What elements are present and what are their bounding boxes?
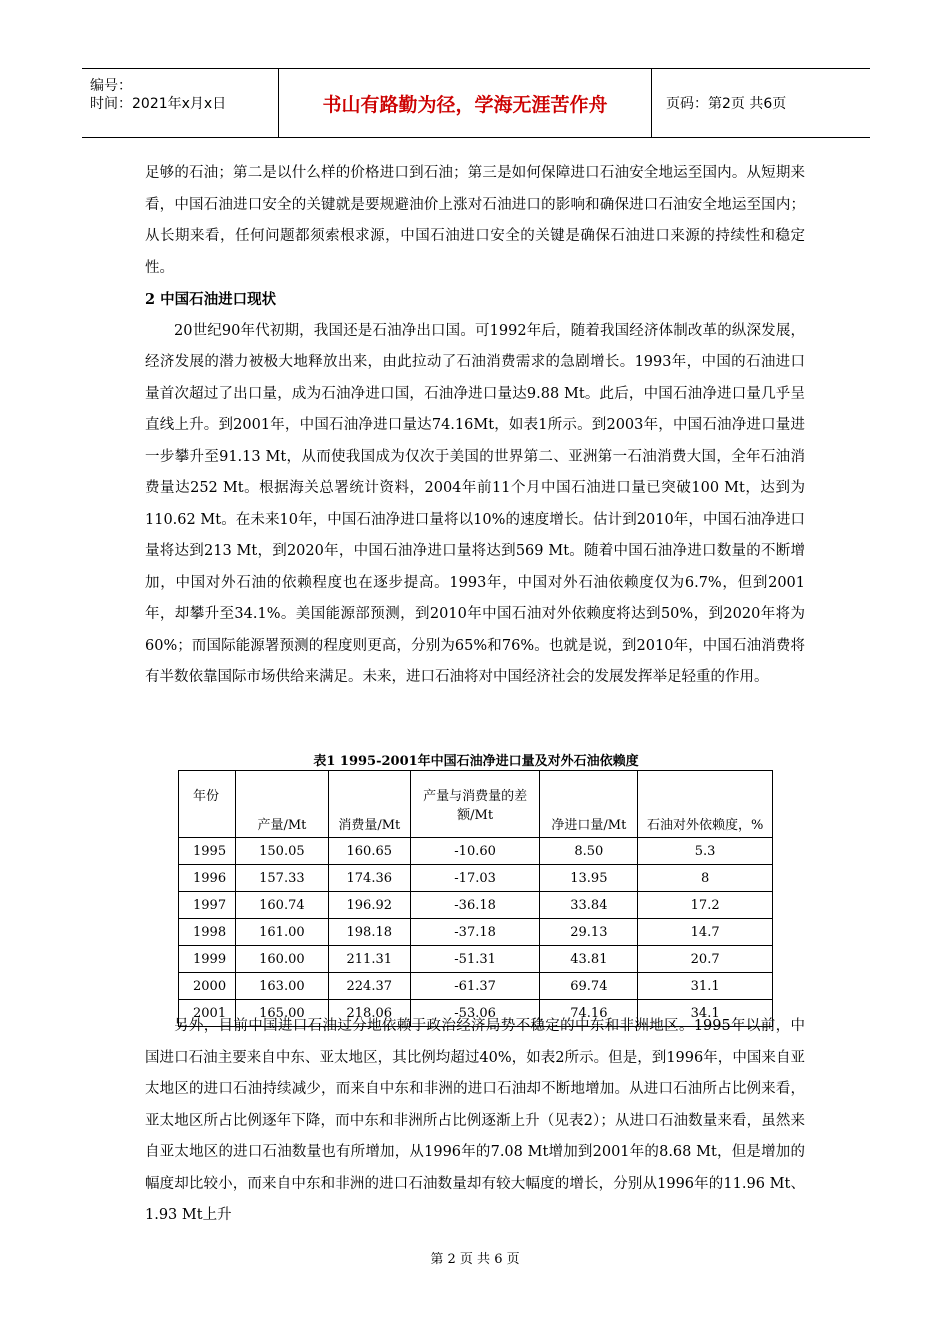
body-section-2: [145, 1011, 805, 1232]
cell-dependency: 31.1: [638, 973, 773, 1000]
cell-difference: -53.06: [410, 1000, 540, 1027]
page-footer: 第 2 页 共 6 页: [430, 1252, 520, 1267]
cell-dependency: 8: [638, 865, 773, 892]
table-caption: 表1 1995-2001年中国石油净进口量及对外石油依赖度: [313, 754, 639, 769]
table-row: [179, 838, 773, 865]
cell-production: 150.05: [235, 838, 328, 865]
body-section-1: [145, 158, 805, 694]
header-net-import: 净进口量/Mt: [540, 771, 638, 838]
cell-dependency: 14.7: [638, 919, 773, 946]
number-label: 编号：: [90, 78, 132, 94]
table-row: [179, 865, 773, 892]
cell-net-import: 33.84: [540, 892, 638, 919]
cell-year: 2000: [179, 973, 236, 1000]
cell-consumption: 198.18: [328, 919, 410, 946]
cell-net-import: 29.13: [540, 919, 638, 946]
cell-dependency: 5.3: [638, 838, 773, 865]
header-year: 年份: [179, 771, 236, 838]
cell-dependency: 34.1: [638, 1000, 773, 1027]
cell-year: 1995: [179, 838, 236, 865]
cell-year: 1997: [179, 892, 236, 919]
table-row: [179, 892, 773, 919]
cell-production: 160.74: [235, 892, 328, 919]
header-meta: [82, 69, 279, 137]
cell-production: 161.00: [235, 919, 328, 946]
time-label: 时间：2021年x月x日: [90, 96, 227, 112]
cell-consumption: 196.92: [328, 892, 410, 919]
oil-import-table: [178, 770, 773, 1027]
cell-year: 2001: [179, 1000, 236, 1027]
cell-year: 1996: [179, 865, 236, 892]
cell-difference: -17.03: [410, 865, 540, 892]
header-motto: 书山有路勤为径，学海无涯苦作舟: [279, 69, 652, 137]
cell-difference: -51.31: [410, 946, 540, 973]
paragraph-3: 另外，目前中国进口石油过分地依赖于政治经济局势不稳定的中东和非洲地区。1995年以前，中国进口石油主要来自中东、亚太地区，其比例均超过40%，如表2所示。但是，到1996年，中国来自亚太地区的进口石油持续减少，而来自中东和非洲的进口石油却不断地增加。从进口石油所占比例来看，亚太地区所占比例逐年下降，而中东和非洲所占比例逐渐上升（见表2）；从进口石油数量来看，虽然来自亚太地区的进口石油数量也有所增加，从1996年的7.08 Mt增加到2001年的8.68 Mt，但是增加的幅度却比较小，而来自中东和非洲的进口石油数量却有较大幅度的增长，分别从1996年的11.96 Mt、1.93 Mt上升: [145, 1018, 805, 1223]
table-row: [179, 973, 773, 1000]
cell-year: 1999: [179, 946, 236, 973]
cell-consumption: 174.36: [328, 865, 410, 892]
section-heading-2: 2 中国石油进口现状: [145, 291, 277, 308]
cell-consumption: 224.37: [328, 973, 410, 1000]
header-production: 产量/Mt: [235, 771, 328, 838]
page-header: [82, 68, 870, 138]
paragraph-1: 足够的石油；第二是以什么样的价格进口到石油；第三是如何保障进口石油安全地运至国内。从短期来看，中国石油进口安全的关键就是要规避油价上涨对石油进口的影响和确保进口石油安全地运至国内；从长期来看，任何问题都须索根求源，中国石油进口安全的关键是确保石油进口来源的持续性和稳定性。: [145, 165, 805, 276]
header-difference: 产量与消费量的差额/Mt: [410, 771, 540, 838]
paragraph-2: 20世纪90年代初期，我国还是石油净出口国。可1992年后，随着我国经济体制改革的纵深发展，经济发展的潜力被极大地释放出来，由此拉动了石油消费需求的急剧增长。1993年，中国的石油进口量首次超过了出口量，成为石油净进口国，石油净进口量达9.88 Mt。此后，中国石油净进口量几乎呈直线上升。到2001年，中国石油净进口量达74.16Mt，如表1所示。到2003年，中国石油净进口量进一步攀升至91.13 Mt，从而使我国成为仅次于美国的世界第二、亚洲第一石油消费大国，全年石油消费量达252 Mt。根据海关总署统计资料，2004年前11个月中国石油进口量已突破100 Mt，达到为110.62 Mt。在未来10年，中国石油净进口量将以10%的速度增长。估计到2010年，中国石油净进口量将达到213 Mt，到2020年，中国石油净进口量将达到569 Mt。随着中国石油净进口数量的不断增加，中国对外石油的依赖程度也在逐步提高。1993年，中国对外石油依赖度仅为6.7%，但到2001年，却攀升至34.1%。美国能源部预测，到2010年中国石油对外依赖度将达到50%，到2020年将为60%；而国际能源署预测的程度则更高，分别为65%和76%。也就是说，到2010年，中国石油消费将有半数依靠国际市场供给来满足。未来，进口石油将对中国经济社会的发展发挥举足轻重的作用。: [145, 322, 805, 685]
cell-production: 157.33: [235, 865, 328, 892]
header-consumption: 消费量/Mt: [328, 771, 410, 838]
cell-difference: -61.37: [410, 973, 540, 1000]
cell-consumption: 218.06: [328, 1000, 410, 1027]
cell-dependency: 20.7: [638, 946, 773, 973]
header-dependency: 石油对外依赖度，%: [638, 771, 773, 838]
cell-consumption: 211.31: [328, 946, 410, 973]
cell-net-import: 69.74: [540, 973, 638, 1000]
cell-production: 163.00: [235, 973, 328, 1000]
cell-year: 1998: [179, 919, 236, 946]
header-page-info: 页码：第2页 共6页: [666, 96, 787, 112]
cell-consumption: 160.65: [328, 838, 410, 865]
cell-difference: -10.60: [410, 838, 540, 865]
table-row: [179, 919, 773, 946]
cell-net-import: 74.16: [540, 1000, 638, 1027]
cell-production: 160.00: [235, 946, 328, 973]
table-row: [179, 946, 773, 973]
cell-net-import: 13.95: [540, 865, 638, 892]
cell-net-import: 8.50: [540, 838, 638, 865]
table-header-row: [179, 771, 773, 838]
cell-net-import: 43.81: [540, 946, 638, 973]
cell-dependency: 17.2: [638, 892, 773, 919]
cell-production: 165.00: [235, 1000, 328, 1027]
cell-difference: -37.18: [410, 919, 540, 946]
cell-difference: -36.18: [410, 892, 540, 919]
